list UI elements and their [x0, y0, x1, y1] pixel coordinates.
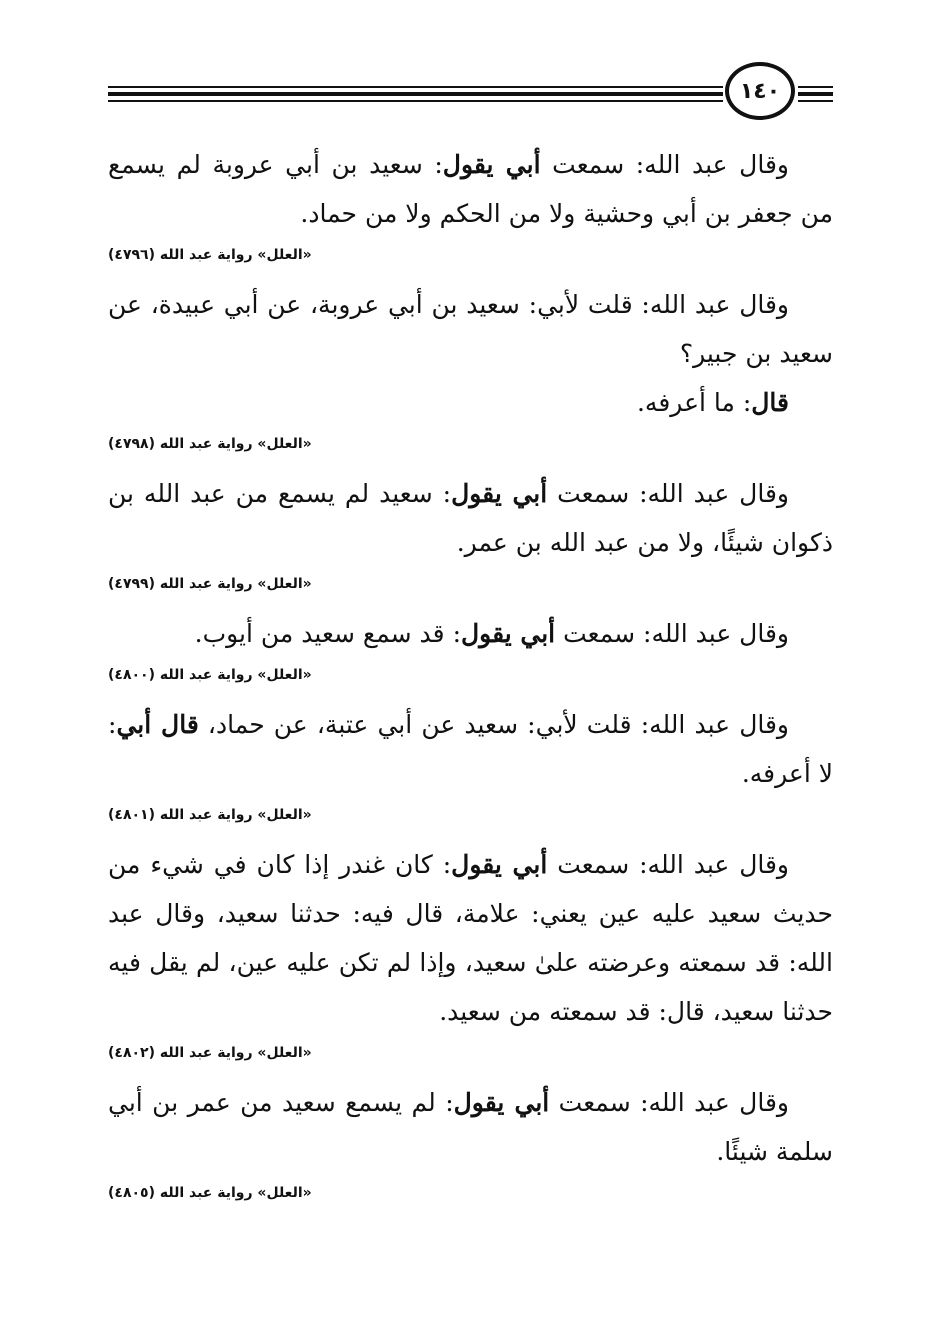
- narration-paragraph: [108, 700, 833, 798]
- narration-text: وقال عبد الله: قلت لأبي: سعيد عن أبي عتبة، عن حماد،: [198, 710, 789, 739]
- source-citation: [108, 244, 833, 266]
- narration-text: وقال عبد الله: سمعت: [549, 1088, 789, 1117]
- narration-text: وقال عبد الله: قلت لأبي: سعيد بن أبي عروبة، عن أبي عبيدة، عن سعيد بن جبير؟: [108, 290, 833, 368]
- narration-paragraph: [108, 280, 833, 378]
- source-citation-text: «العلل» رواية عبد الله (٤٧٩٩): [108, 576, 312, 592]
- header-rule: [798, 100, 833, 102]
- narration-paragraph: [108, 840, 833, 1036]
- narration-text: : سعيد لم يسمع من عبد الله بن ذكوان شيئًا، ولا من عبد الله بن عمر.: [108, 479, 833, 557]
- page-number: ١٤٠: [725, 62, 795, 120]
- narration-paragraph: [108, 469, 833, 567]
- narration-emphasis: أبي يقول: [451, 850, 548, 879]
- source-citation: [108, 573, 833, 595]
- narration-text: وقال عبد الله: سمعت: [547, 850, 789, 879]
- page-body: [108, 140, 833, 1218]
- narration-text: : لا أعرفه.: [108, 710, 833, 788]
- header-rule: [798, 86, 833, 88]
- narration-text: : قد سمع سعيد من أيوب.: [194, 619, 461, 648]
- narration-text: : ما أعرفه.: [636, 388, 752, 417]
- header-rule: [108, 92, 723, 96]
- narration-paragraph: [108, 378, 833, 427]
- narration-text: وقال عبد الله: سمعت: [540, 150, 789, 179]
- narration-emphasis: أبي يقول: [461, 619, 556, 648]
- narration-emphasis: قال: [751, 388, 789, 417]
- source-citation-text: «العلل» رواية عبد الله (٤٨٠٢): [108, 1045, 312, 1061]
- narration-emphasis: قال أبي: [116, 710, 199, 739]
- source-citation-text: «العلل» رواية عبد الله (٤٨٠١): [108, 807, 312, 823]
- narration-text: : لم يسمع سعيد من عمر بن أبي سلمة شيئًا.: [108, 1088, 833, 1166]
- header-rule: [108, 100, 723, 102]
- header-rule: [108, 86, 723, 88]
- source-citation: [108, 1182, 833, 1204]
- narration-paragraph: [108, 1078, 833, 1176]
- source-citation-text: «العلل» رواية عبد الله (٤٧٩٨): [108, 436, 312, 452]
- narration-emphasis: أبي يقول: [451, 479, 548, 508]
- narration-text: وقال عبد الله: سمعت: [547, 479, 789, 508]
- source-citation: [108, 433, 833, 455]
- source-citation-text: «العلل» رواية عبد الله (٤٨٠٥): [108, 1185, 312, 1201]
- source-citation-text: «العلل» رواية عبد الله (٤٧٩٦): [108, 247, 312, 263]
- source-citation: [108, 1042, 833, 1064]
- header-rule: [798, 92, 833, 96]
- narration-text: : كان غندر إذا كان في شيء من حديث سعيد عليه عين يعني: علامة، قال فيه: حدثنا سعيد، وقال عبد الله: قد سمعته وعرضته علىٰ سعيد، وإذا لم تكن عليه عين، لم يقل فيه حدثنا سعيد، قال: قد سمعته من سعيد.: [108, 850, 833, 1026]
- source-citation: [108, 804, 833, 826]
- source-citation: [108, 664, 833, 686]
- narration-emphasis: أبي يقول: [453, 1088, 550, 1117]
- narration-text: : سعيد بن أبي عروبة لم يسمع من جعفر بن أبي وحشية ولا من الحكم ولا من حماد.: [108, 150, 833, 228]
- narration-text: وقال عبد الله: سمعت: [555, 619, 789, 648]
- source-citation-text: «العلل» رواية عبد الله (٤٨٠٠): [108, 667, 312, 683]
- narration-paragraph: [108, 140, 833, 238]
- page-header: [108, 62, 833, 122]
- narration-emphasis: أبي يقول: [442, 150, 541, 179]
- narration-paragraph: [108, 609, 833, 658]
